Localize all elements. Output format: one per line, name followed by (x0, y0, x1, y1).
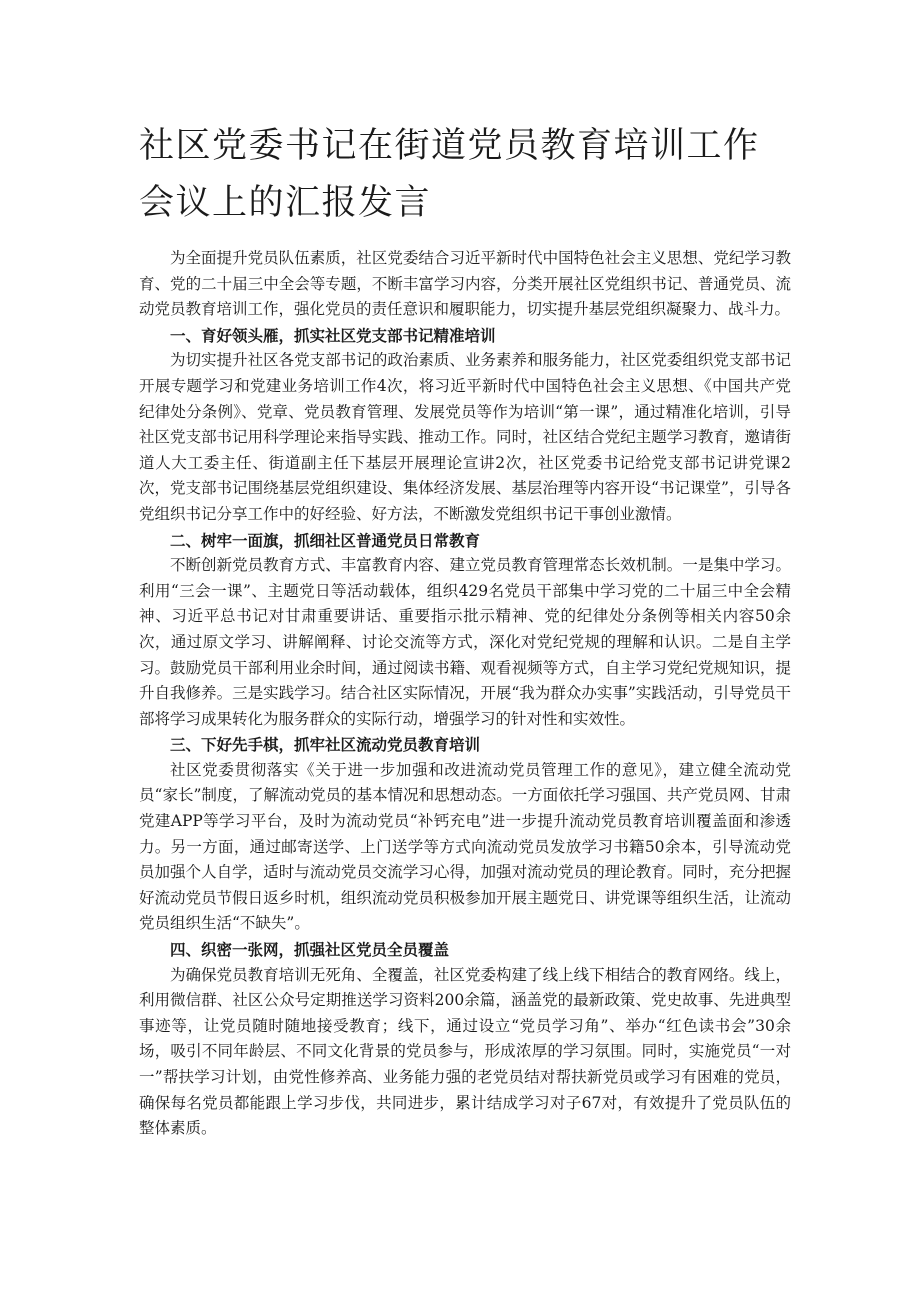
section-2-body: 不断创新党员教育方式、丰富教育内容、建立党员教育管理常态长效机制。一是集中学习。利用“三会一课”、主题党日等活动载体，组织429名党员干部集中学习党的二十届三中全会精神、习近平总书记对甘肃重要讲话、重要指示批示精神、党的纪律处分条例等相关内容50余次，通过原文学习、讲解阐释、讨论交流等方式，深化对党纪党规的理解和认识。二是自主学习。鼓励党员干部利用业余时间，通过阅读书籍、观看视频等方式，自主学习党纪党规知识，提升自我修养。三是实践学习。结合社区实际情况，开展“我为群众办实事”实践活动，引导党员干部将学习成果转化为服务群众的实际行动，增强学习的针对性和实效性。 (139, 556, 791, 728)
section-1-body: 为切实提升社区各党支部书记的政治素质、业务素养和服务能力，社区党委组织党支部书记开展专题学习和党建业务培训工作4次，将习近平新时代中国特色社会主义思想、《中国共产党纪律处分条例》、党章、党员教育管理、发展党员等作为培训“第一课”，通过精准化培训，引导社区党支部书记用科学理论来指导实践、推动工作。同时，社区结合党纪主题学习教育，邀请街道人大工委主任、街道副主任下基层开展理论宣讲2次，社区党委书记给党支部书记讲党课2次，党支部书记围绕基层党组织建设、集体经济发展、基层治理等内容开设“书记课堂”，引导各党组织书记分享工作中的好经验、好方法，不断激发党组织书记干事创业激情。 (139, 351, 791, 523)
document-page (139, 118, 791, 1142)
section-3-body: 社区党委贯彻落实《关于进一步加强和改进流动党员管理工作的意见》，建立健全流动党员“家长”制度，了解流动党员的基本情况和思想动态。一方面依托学习强国、共产党员网、甘肃党建APP等学习平台，及时为流动党员“补钙充电”进一步提升流动党员教育培训覆盖面和渗透力。另一方面，通过邮寄送学、上门送学等方式向流动党员发放学习书籍50余本，引导流动党员加强个人自学，适时与流动党员交流学习心得，加强对流动党员的理论教育。同时，充分把握好流动党员节假日返乡时机，组织流动党员积极参加开展主题党日、讲党课等组织生活，让流动党员组织生活“不缺失”。 (139, 760, 791, 933)
section-4-heading: 四、织密一张网，抓强社区党员全员覆盖 (170, 940, 450, 960)
section-4-body: 为确保党员教育培训无死角、全覆盖，社区党委构建了线上线下相结合的教育网络。线上，利用微信群、社区公众号定期推送学习资料200余篇，涵盖党的最新政策、党史故事、先进典型事迹等，让党员随时随地接受教育；线下，通过设立“党员学习角”、举办“红色读书会”30余场，吸引不同年龄层、不同文化背景的党员参与，形成浓厚的学习氛围。同时，实施党员“一对一”帮扶学习计划，由党性修养高、业务能力强的老党员结对帮扶新党员或学习有困难的党员，确保每名党员都能跟上学习步伐，共同进步，累计结成学习对子67对，有效提升了党员队伍的整体素质。 (139, 965, 791, 1138)
document-title: 社区党委书记在街道党员教育培训工作会议上的汇报发言 (139, 126, 760, 223)
intro-paragraph: 为全面提升党员队伍素质，社区党委结合习近平新时代中国特色社会主义思想、党纪学习教育、党的二十届三中全会等专题，不断丰富学习内容，分类开展社区党组织书记、普通党员、流动党员教育培训工作，强化党员的责任意识和履职能力，切实提升基层党组织凝聚力、战斗力。 (139, 249, 791, 319)
section-3-heading: 三、下好先手棋，抓牢社区流动党员教育培训 (170, 735, 481, 755)
section-2-heading: 二、树牢一面旗，抓细社区普通党员日常教育 (170, 530, 481, 550)
section-1-heading: 一、育好领头雁，抓实社区党支部书记精准培训 (170, 325, 496, 345)
